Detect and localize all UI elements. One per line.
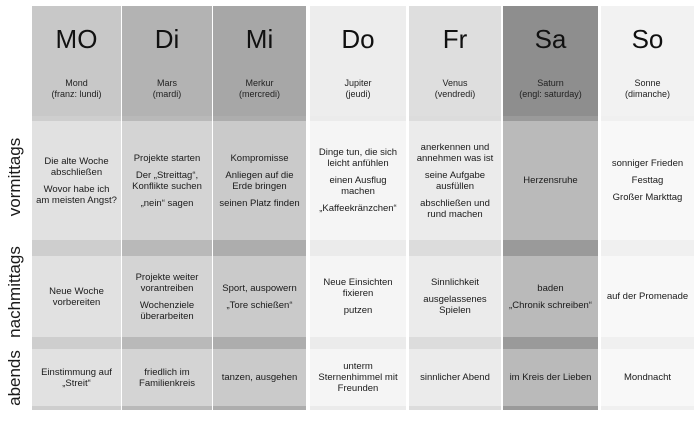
planet-name: Jupiter <box>344 78 372 88</box>
activity: anerkennen und annehmen was ist <box>416 141 494 164</box>
day-column-1 <box>122 6 212 410</box>
separator <box>310 240 406 256</box>
separator <box>122 337 212 349</box>
cell-vormittags <box>601 121 694 240</box>
activity: „Chronik schreiben“ <box>509 299 592 311</box>
separator <box>122 240 212 256</box>
planet-label <box>32 78 121 100</box>
separator <box>32 337 121 349</box>
activity: Festtag <box>631 175 664 186</box>
activity: Anliegen auf die Erde bringen <box>225 169 294 192</box>
planet-name: Mars <box>157 78 177 88</box>
separator <box>32 406 121 410</box>
day-column-2 <box>213 6 306 410</box>
activity: einen Ausflug machen <box>329 175 387 197</box>
planet-label <box>601 78 694 100</box>
cell-vormittags <box>122 121 212 240</box>
cell-abends <box>122 349 212 406</box>
activity: Neue Einsichten fixieren <box>323 277 393 299</box>
separator <box>503 337 598 349</box>
activity: Dinge tun, die sich leicht anfühlen <box>318 147 398 169</box>
activity: „Kaffeekränzchen“ <box>319 203 397 214</box>
activity: abschließen und rund machen <box>420 197 490 220</box>
day-name: Fr <box>442 24 468 54</box>
cell-abends <box>601 349 694 406</box>
activity: Sport, auspowern <box>222 282 297 294</box>
cell-abends <box>409 349 501 406</box>
activity: Projekte starten <box>133 152 201 164</box>
separator <box>601 406 694 410</box>
separator <box>503 240 598 256</box>
planet-name: Mond <box>65 78 88 88</box>
cell-nachmittags <box>213 256 306 337</box>
side-label-vormittags: vormittags <box>5 137 24 217</box>
planet-label <box>213 78 306 100</box>
activity: ausgelassenes Spielen <box>423 294 487 316</box>
activity: putzen <box>343 305 373 316</box>
separator <box>503 406 598 410</box>
day-header <box>32 6 121 116</box>
cell-vormittags <box>310 121 406 240</box>
day-name: So <box>631 24 664 54</box>
side-label-abends: abends <box>5 350 24 406</box>
activity: auf der Promenade <box>606 291 689 302</box>
planet-label <box>503 78 598 100</box>
activity: Kompromisse <box>230 152 289 164</box>
activity: friedlich im Familienkreis <box>139 366 195 389</box>
separator <box>310 406 406 410</box>
planet-translation: (mercredi) <box>238 89 280 99</box>
day-column-0 <box>32 6 121 410</box>
cell-abends <box>213 349 306 406</box>
side-label-nachmittags: nachmittags <box>5 246 24 338</box>
activity: seine Aufgabe ausfüllen <box>424 169 486 192</box>
cell-vormittags <box>409 121 501 240</box>
separator <box>213 240 306 256</box>
activity: Herzensruhe <box>523 175 578 186</box>
cell-abends <box>503 349 598 406</box>
day-name: MO <box>55 24 98 54</box>
separator <box>409 337 501 349</box>
day-column-5 <box>503 6 598 410</box>
day-name: Do <box>341 24 375 54</box>
activity: seinen Platz finden <box>219 197 300 209</box>
activity: „Tore schießen“ <box>226 299 293 311</box>
day-header <box>310 6 406 116</box>
planet-name: Sonne <box>634 78 661 88</box>
separator <box>32 240 121 256</box>
activity: Großer Markttag <box>612 192 683 203</box>
cell-nachmittags <box>310 256 406 337</box>
day-header <box>409 6 501 116</box>
planet-translation: (vendredi) <box>434 89 476 99</box>
activity: „nein“ sagen <box>140 197 194 209</box>
day-column-3 <box>310 6 406 410</box>
day-name: Di <box>154 24 180 54</box>
day-header <box>213 6 306 116</box>
activity: Projekte weiter vorantreiben <box>135 271 199 294</box>
cell-nachmittags <box>503 256 598 337</box>
planet-translation: (franz: lundi) <box>51 89 102 99</box>
separator <box>601 240 694 256</box>
separator <box>310 337 406 349</box>
planet-name: Merkur <box>245 78 274 88</box>
planet-translation: (mardi) <box>152 89 182 99</box>
activity: Sinnlichkeit <box>430 277 480 288</box>
planet-translation: (engl: saturday) <box>519 89 582 99</box>
day-header <box>601 6 694 116</box>
separator <box>122 406 212 410</box>
day-column-6 <box>601 6 694 410</box>
separator <box>601 337 694 349</box>
planet-translation: (jeudi) <box>345 89 371 99</box>
cell-nachmittags <box>32 256 121 337</box>
planet-name: Saturn <box>537 78 564 88</box>
cell-vormittags <box>32 121 121 240</box>
separator <box>409 240 501 256</box>
activity: Mondnacht <box>623 372 671 383</box>
day-name: Mi <box>245 24 274 54</box>
planet-label <box>409 78 501 100</box>
separator <box>409 406 501 410</box>
day-column-4 <box>409 6 501 410</box>
planet-label <box>310 78 406 100</box>
cell-vormittags <box>213 121 306 240</box>
activity: Einstimmung auf „Streit“ <box>41 366 112 389</box>
cell-abends <box>32 349 121 406</box>
activity: Neue Woche vorbereiten <box>49 285 104 308</box>
activity: tanzen, ausgehen <box>221 372 298 383</box>
separator <box>213 406 306 410</box>
activity: Der „Streittag“, Konflikte suchen <box>132 169 202 192</box>
activity: Wovor habe ich am meisten Angst? <box>36 183 117 206</box>
planet-name: Venus <box>442 78 468 88</box>
cell-abends <box>310 349 406 406</box>
activity: baden <box>537 282 564 294</box>
activity: Wochenziele überarbeiten <box>139 299 195 322</box>
activity: unterm Sternenhimmel mit Freunden <box>318 361 398 394</box>
activity: im Kreis der Lieben <box>509 372 592 383</box>
activity: sinnlicher Abend <box>420 372 490 383</box>
separator <box>213 337 306 349</box>
cell-nachmittags <box>601 256 694 337</box>
cell-nachmittags <box>122 256 212 337</box>
activity: Die alte Woche abschließen <box>44 155 109 178</box>
activity: sonniger Frieden <box>611 158 684 169</box>
planet-translation: (dimanche) <box>624 89 671 99</box>
cell-vormittags <box>503 121 598 240</box>
day-name: Sa <box>534 24 567 54</box>
day-header <box>503 6 598 116</box>
planet-label <box>122 78 212 100</box>
day-header <box>122 6 212 116</box>
cell-nachmittags <box>409 256 501 337</box>
